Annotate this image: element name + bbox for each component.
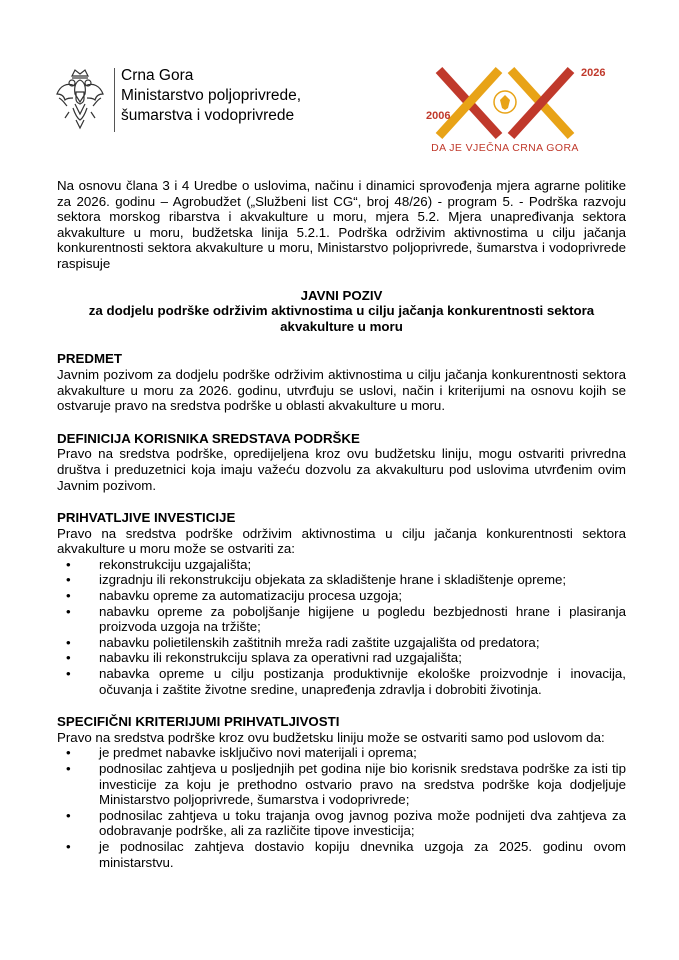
ministry-line-1: Ministarstvo poljoprivrede, (121, 87, 302, 104)
list-item: • nabavku ili rekonstrukciju splava za operativni rad uzgajališta; (57, 650, 626, 666)
document-subtitle: za dodjelu podrške održivim aktivnostima u cilju jačanja konkurentnosti sektora akvakulture u moru (88, 303, 595, 334)
list-item: • rekonstrukciju uzgajališta; (57, 557, 626, 573)
anniversary-year-start: 2006 (426, 110, 451, 122)
section-text-kriterijumi: Pravo na sredstva podrške kroz ovu budžetsku liniju može se ostvariti samo pod uslovom da: (57, 729, 605, 745)
section-heading-kriterijumi: SPECIFIČNI KRITERIJUMI PRIHVATLJIVOSTI (57, 714, 340, 730)
list-item: • nabavku opreme za automatizaciju procesa uzgoja; (57, 588, 626, 604)
list-item: • je predmet nabavke isključivo novi materijali i oprema; (57, 745, 626, 761)
list-item: • podnosilac zahtjeva u posljednjih pet godina nije bio korisnik sredstava podrške za isti tip investicije za koju je prethodno ostvario pravo na sredstva podrške koja dodjeljuje Ministarstvo poljoprivrede, šumarstva i vodoprivrede; (57, 761, 626, 808)
intro-paragraph: Na osnovu člana 3 i 4 Uredbe o uslovima, načinu i dinamici sprovođenja mjera agrarne politike za 2026. godinu – Agrobudžet („Službeni list CG“, broj 48/26) - program 5. - Podrška razvoju sektora morskog ribarstva i akvakulture u moru, mjera 5.2. Mjera unapređivanja sektora akvakulture u moru, budžetska linija 5.2.1. Podrška održivim aktivnostima u cilju jačanja konkurentnosti sektora akvakulture u moru, Ministarstvo poljoprivrede, šumarstva i vodoprivrede raspisuje (57, 178, 626, 271)
list-item: • izgradnju ili rekonstrukciju objekata za skladištenje hrane i skladištenje opreme; (57, 572, 626, 588)
list-item: • nabavka opreme u cilju postizanja produktivnije ekološke proizvodnje i inovacija, očuvanja i zaštite životne sredine, unapređenja zdravlja i dobrobiti životinja. (57, 666, 626, 697)
document-title: JAVNI POZIV (300, 287, 383, 303)
country-name: Crna Gora (121, 67, 194, 84)
kriterijumi-list (57, 745, 626, 870)
anniversary-year-end: 2026 (581, 67, 606, 79)
header-divider (114, 68, 115, 132)
section-heading-definicija: DEFINICIJA KORISNIKA SREDSTAVA PODRŠKE (57, 430, 360, 446)
ministry-line-2: šumarstva i vodoprivrede (121, 107, 295, 124)
ministry-name (121, 66, 301, 126)
list-item: • nabavku opreme za poboljšanje higijene u pogledu bezbjednosti hrane i plasiranja proizvoda uzgoja na tržište; (57, 604, 626, 635)
section-text-predmet: Javnim pozivom za dodjelu podrške održivim aktivnostima u cilju jačanja konkurentnosti sektora akvakulture u moru za 2026. godinu, utvrđuju se uslovi, način i kriterijumi na osnovu kojih se ostvaruje pravo na sredstva podrške u oblasti akvakulture u moru. (57, 366, 626, 414)
list-item: • nabavku polietilenskih zaštitnih mreža radi zaštite uzgajališta od predatora; (57, 635, 626, 651)
list-item: • podnosilac zahtjeva u toku trajanja ovog javnog poziva može podnijeti dva zahtjeva za odobravanje podrške, ali za različite tipove investicija; (57, 808, 626, 839)
document-body (57, 178, 626, 870)
section-text-definicija: Pravo na sredstva podrške, opredijeljena kroz ovu budžetsku liniju, mogu ostvariti privredna društva i preduzetnici koja imaju važeću dozvolu za akvakulturu pod uslovima utvrđenim ovim Javnim pozivom. (57, 446, 626, 493)
coat-of-arms-icon (55, 68, 105, 132)
section-text-investicije: Pravo na sredstva podrške održivim aktivnostima u cilju jačanja konkurentnosti sektora akvakulture u moru može se ostvariti za: (57, 525, 626, 557)
section-heading-investicije: PRIHVATLJIVE INVESTICIJE (57, 510, 236, 526)
investicije-list (57, 557, 626, 697)
letterhead (55, 62, 625, 152)
section-heading-predmet: PREDMET (57, 351, 123, 367)
anniversary-motto: DA JE VJEČNA CRNA GORA (431, 142, 579, 154)
list-item: • je podnosilac zahtjeva dostavio kopiju dnevnika uzgoja za 2025. godinu ovom ministarstvu. (57, 839, 626, 870)
